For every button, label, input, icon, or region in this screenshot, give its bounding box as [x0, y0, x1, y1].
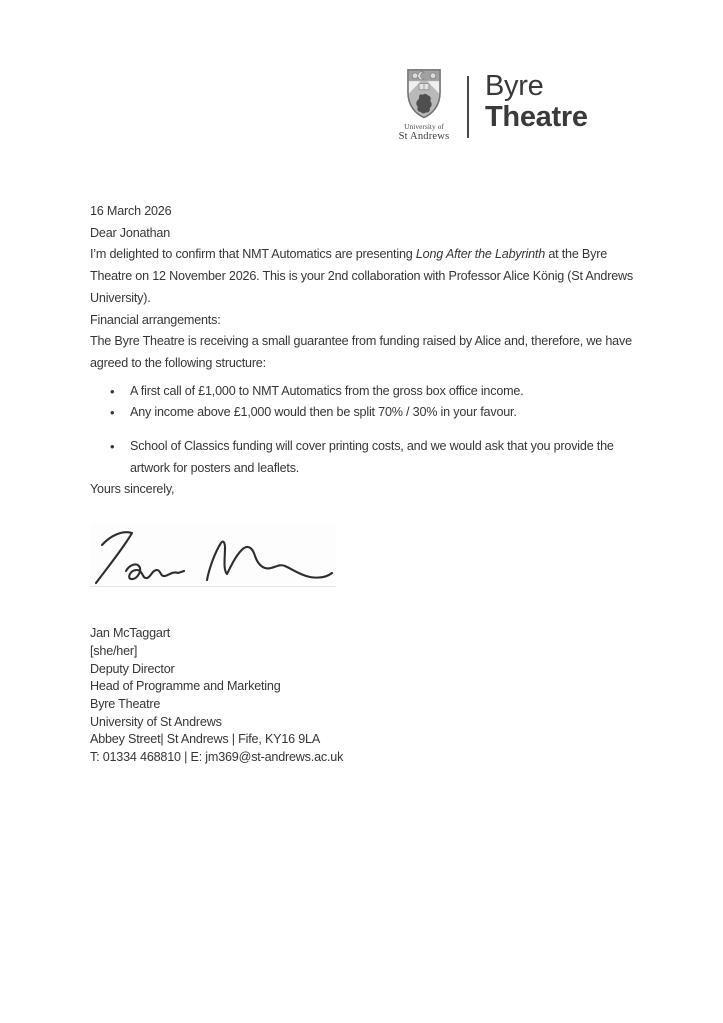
signoff-name: Jan McTaggart	[90, 626, 170, 641]
intro-text-before: I’m delighted to confirm that NMT Automatics are presenting	[90, 247, 416, 262]
show-title: Long After the Labyrinth	[415, 247, 546, 262]
letterhead-logo	[398, 68, 588, 143]
handwritten-signature-image	[90, 523, 334, 585]
list-item-text: School of Classics funding will cover printing costs, and we would ask that you provide the artwork for posters and leaflets.	[130, 439, 614, 475]
salutation: Dear Jonathan	[90, 225, 171, 240]
letter-body	[90, 201, 646, 767]
signoff-pronouns: [she/her]	[90, 643, 138, 658]
university-crest-icon	[405, 68, 443, 119]
financial-heading: Financial arrangements:	[90, 312, 221, 327]
crest-caption-line2: St Andrews	[398, 131, 450, 142]
intro-paragraph	[90, 244, 646, 309]
list-item-text: Any income above £1,000 would then be split 70% / 30% in your favour.	[130, 405, 517, 420]
list-item-text: A first call of £1,000 to NMT Automatics from the gross box office income.	[130, 383, 524, 398]
financial-paragraph	[90, 310, 646, 375]
list-item	[90, 381, 646, 403]
financial-structure-list	[90, 381, 646, 424]
list-item	[90, 436, 646, 479]
brand-line2: Theatre	[485, 101, 588, 133]
signoff-title2: Head of Programme and Marketing	[90, 679, 281, 694]
crest-caption-line1: University of	[404, 122, 444, 131]
printing-costs-list	[90, 436, 646, 479]
letter-date: 16 March 2026	[90, 204, 172, 218]
brand-line1: Byre	[485, 70, 544, 102]
financial-body: The Byre Theatre is receiving a small guarantee from funding raised by Alice and, therefore, we have agreed to the following structure:	[90, 334, 632, 370]
signoff-block	[90, 625, 646, 767]
signoff-title1: Deputy Director	[90, 661, 175, 676]
university-crest	[398, 68, 450, 143]
signoff-address: Abbey Street| St Andrews | Fife, KY16 9LA	[90, 732, 321, 747]
brand-wordmark	[485, 70, 588, 133]
logo-divider	[467, 76, 469, 138]
intro-text-after: at the Byre Theatre on 12 November 2026. This is your 2nd collaboration with Professor Alice König (St Andrews University).	[90, 247, 633, 305]
list-item	[90, 402, 646, 424]
closing: Yours sincerely,	[90, 482, 175, 497]
signoff-org2: University of St Andrews	[90, 714, 222, 729]
signoff-contact: T: 01334 468810 | E: jm369@st-andrews.ac.uk	[90, 750, 344, 765]
signoff-org1: Byre Theatre	[90, 696, 161, 711]
signature-box	[90, 523, 336, 587]
